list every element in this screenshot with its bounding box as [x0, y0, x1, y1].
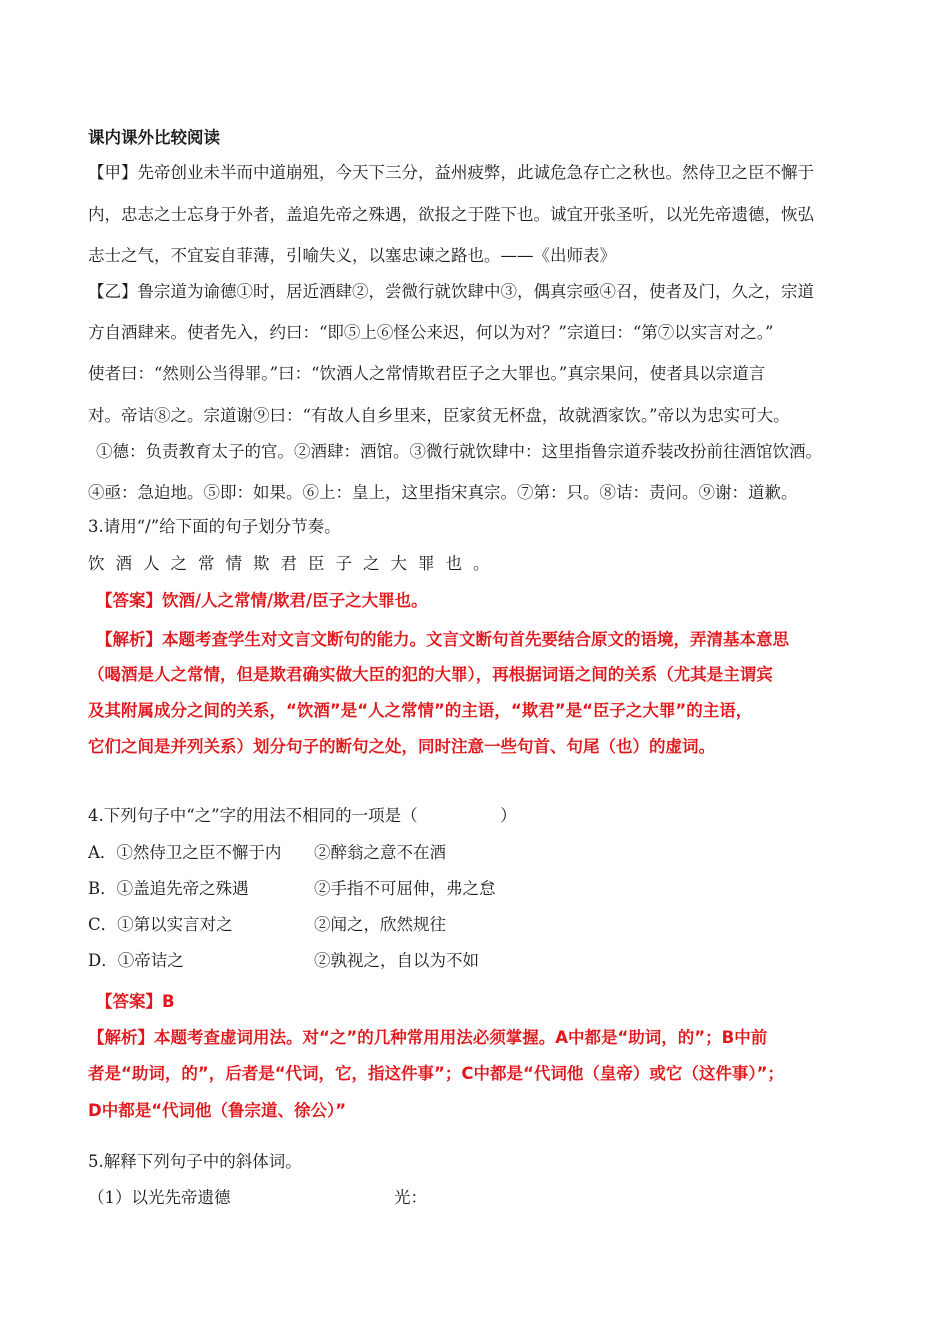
question-3-analysis-line-2: （喝酒是人之常情，但是欺君确实做大臣的犯的大罪），再根据词语之间的关系（尤其是主谓宾 — [88, 665, 773, 684]
question-4-analysis-line-2: 者是“助词，的”，后者是“代词，它，指这件事”；C中都是“代词他（皇帝）或它（这件事）”； — [88, 1064, 784, 1083]
question-3-sentence: 饮酒人之常情欺君臣子之大罪也。 — [88, 554, 501, 573]
option-d-1: D．①帝诘之 — [88, 951, 184, 970]
option-c-2: ②闻之，欣然规往 — [314, 915, 446, 934]
question-4-analysis-line-3: D中都是“代词他（鲁宗道、徐公）” — [88, 1101, 347, 1120]
question-5-item-1-sentence: （1）以光先帝遗德 — [88, 1188, 231, 1207]
question-5-item-1-word: 光： — [394, 1188, 427, 1207]
question-5: 5.解释下列句子中的斜体词。 — [88, 1152, 302, 1171]
footnote-line-2: ④亟：急迫地。⑤即：如果。⑥上：皇上，这里指宋真宗。⑦第：只。⑧诘：责问。⑨谢：道歉。 — [88, 483, 798, 502]
question-4-option-a — [88, 841, 878, 865]
passage-yi-line-1: 【乙】鲁宗道为谕德①时，居近酒肆②，尝微行就饮肆中③，偶真宗亟④召，使者及门，久之，宗道 — [88, 282, 814, 301]
question-4-option-b — [88, 877, 878, 901]
question-4-option-c — [88, 913, 878, 937]
option-c-1: C．①第以实言对之 — [88, 915, 233, 934]
question-3-analysis-line-4: 它们之间是并列关系）划分句子的断句之处，同时注意一些句首、句尾（也）的虚词。 — [88, 737, 715, 756]
question-3: 3.请用“/”给下面的句子划分节奏。 — [88, 517, 341, 536]
option-a-2: ②醉翁之意不在酒 — [314, 843, 446, 862]
question-3-analysis-line-3: 及其附属成分之间的关系，“饮酒”是“人之常情”的主语，“欺君”是“臣子之大罪”的主语， — [88, 701, 753, 720]
passage-jia-line-2: 内，忠志之士忘身于外者，盖追先帝之殊遇，欲报之于陛下也。诚宜开张圣听，以光先帝遗德，恢弘 — [88, 205, 814, 224]
section-title: 课内课外比较阅读 — [88, 128, 220, 147]
passage-yi-line-2: 方自酒肆来。使者先入，约曰：“即⑤上⑥怪公来迟，何以为对？”宗道曰：“第⑦以实言对之。” — [88, 323, 774, 342]
passage-jia-line-3: 志士之气，不宜妄自菲薄，引喻失义，以塞忠谏之路也。——《出师表》 — [88, 246, 616, 265]
question-5-item-1 — [88, 1186, 878, 1210]
question-4: 4.下列句子中“之”字的用法不相同的一项是（ ） — [88, 806, 517, 825]
option-b-2: ②手指不可屈伸，弗之怠 — [314, 879, 496, 898]
option-d-2: ②孰视之，自以为不如 — [314, 951, 479, 970]
option-a-1: A．①然侍卫之臣不懈于内 — [88, 843, 282, 862]
passage-yi-line-4: 对。帝诘⑧之。宗道谢⑨曰：“有故人自乡里来，臣家贫无杯盘，故就酒家饮。”帝以为忠实可大。 — [88, 406, 790, 425]
question-3-answer: 【答案】饮酒/人之常情/欺君/臣子之大罪也。 — [96, 591, 428, 610]
option-b-1: B．①盖追先帝之殊遇 — [88, 879, 249, 898]
question-3-analysis-line-1: 【解析】本题考查学生对文言文断句的能力。文言文断句首先要结合原文的语境，弄清基本意思 — [96, 630, 789, 649]
passage-yi-line-3: 使者曰：“然则公当得罪。”曰：“饮酒人之常情欺君臣子之大罪也。”真宗果问，使者具以宗道言 — [88, 364, 766, 383]
question-4-analysis-line-1: 【解析】本题考查虚词用法。对“之”的几种常用用法必须掌握。A中都是“助词，的”；B中前 — [88, 1028, 768, 1047]
footnote-line-1: ①德：负责教育太子的官。②酒肆：酒馆。③微行就饮肆中：这里指鲁宗道乔装改扮前往酒馆饮酒。 — [96, 442, 822, 461]
passage-jia-line-1: 【甲】先帝创业未半而中道崩殂，今天下三分，益州疲弊，此诚危急存亡之秋也。然侍卫之臣不懈于 — [88, 163, 814, 182]
question-4-answer: 【答案】B — [96, 992, 175, 1011]
question-4-option-d — [88, 949, 878, 973]
